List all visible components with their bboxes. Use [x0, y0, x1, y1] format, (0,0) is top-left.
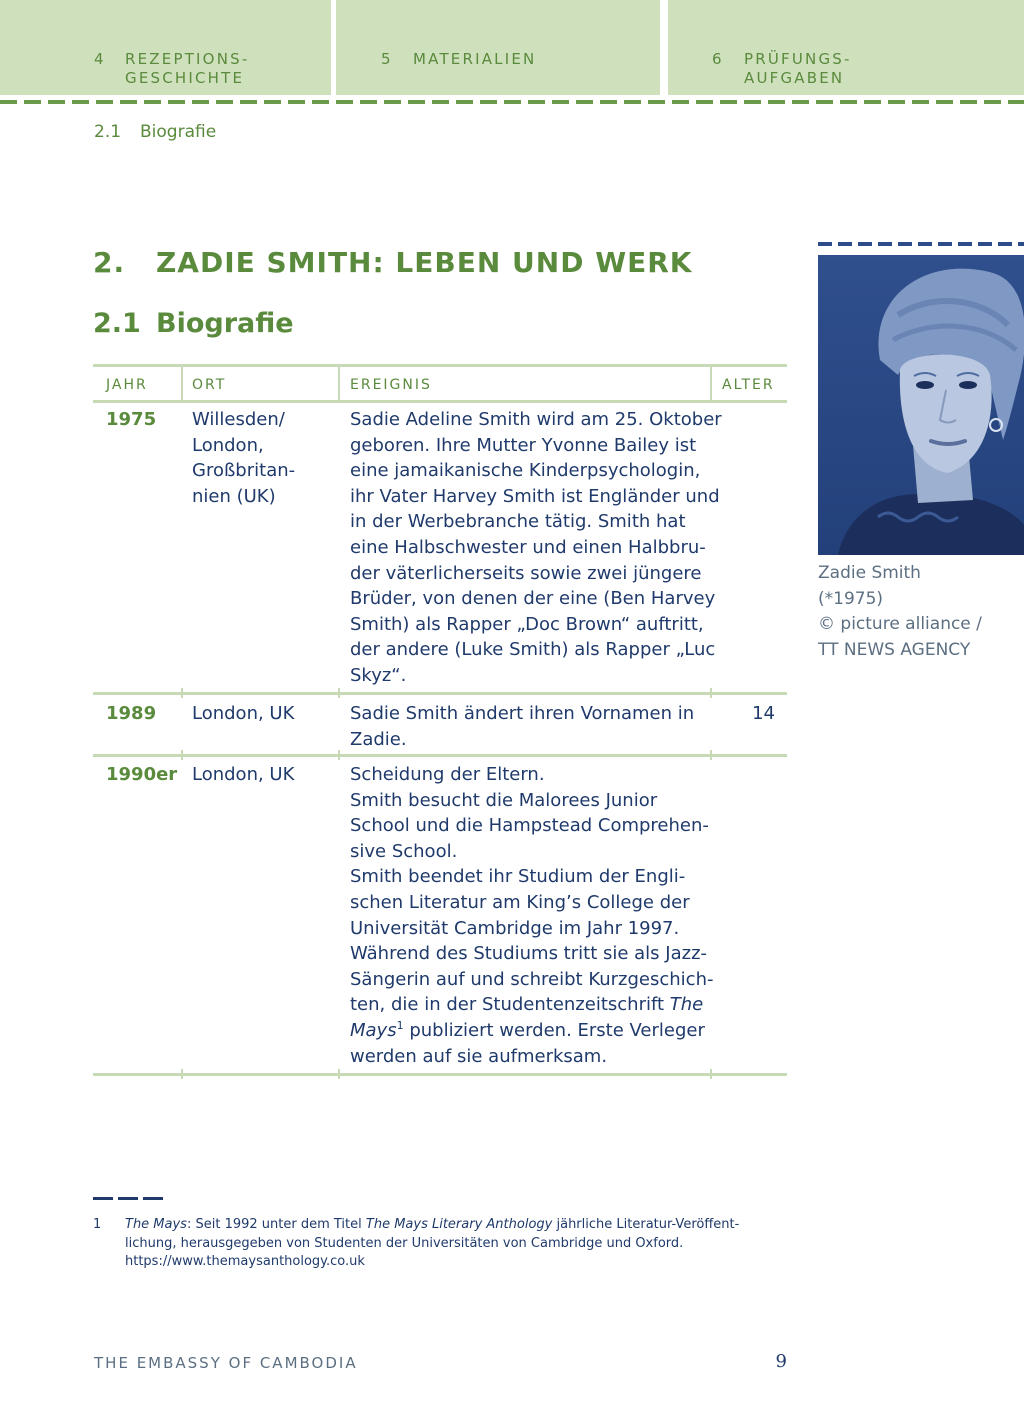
- footnote-ref[interactable]: 1: [396, 1018, 404, 1032]
- column-divider: [181, 688, 183, 698]
- tab-label: [413, 50, 536, 69]
- header-tab-6[interactable]: [668, 0, 1024, 95]
- event-text: ten, die in der Studentenzeitschrift: [350, 994, 670, 1016]
- footnote-plain: jährliche Literatur-Veröffent-: [552, 1217, 740, 1232]
- event-line: Smith) als Rapper „Doc Brown“ auftritt,: [350, 613, 704, 635]
- table-rule: [93, 754, 787, 757]
- event-line: Zadie.: [350, 728, 407, 750]
- footnote-text: [125, 1216, 739, 1272]
- footnote-rule: [93, 1197, 163, 1200]
- table-cell-event: [350, 762, 713, 1069]
- event-line: School und die Hampstead Comprehen-: [350, 815, 709, 837]
- header-dashed-rule: [0, 100, 1024, 104]
- column-divider: [710, 364, 712, 402]
- column-header-age: ALTER: [722, 377, 775, 393]
- footnote-number: 1: [93, 1217, 102, 1232]
- header-tab-4[interactable]: [0, 0, 331, 95]
- column-header-year: JAHR: [106, 377, 148, 393]
- place-line: Willesden/: [192, 409, 285, 430]
- table-cell-year: 1989: [106, 703, 157, 724]
- event-line: schen Literatur am King’s College der: [350, 891, 690, 913]
- event-line: sive School.: [350, 840, 458, 862]
- column-header-event: EREIGNIS: [350, 377, 432, 393]
- place-line: London, UK: [192, 764, 295, 785]
- tab-label: [744, 50, 852, 88]
- section-number: 2.1: [93, 308, 141, 339]
- photo-dashed-rule: [818, 242, 1024, 246]
- caption-line: © picture alliance /: [818, 614, 982, 634]
- table-cell-place: [192, 407, 295, 509]
- tab-label-line: AUFGABEN: [744, 69, 845, 87]
- chapter-heading: [93, 246, 692, 279]
- event-line: Smith besucht die Malorees Junior: [350, 789, 658, 811]
- column-divider: [338, 688, 340, 698]
- caption-line: Zadie Smith: [818, 563, 921, 583]
- column-divider: [710, 1069, 712, 1079]
- table-cell-event: [350, 701, 694, 752]
- column-divider: [338, 750, 340, 760]
- header-tab-5[interactable]: [336, 0, 660, 95]
- tab-label: [125, 50, 249, 88]
- photo-caption: [818, 561, 982, 663]
- table-rule: [93, 364, 787, 367]
- page-number: 9: [775, 1351, 787, 1372]
- portrait-illustration: [818, 255, 1024, 555]
- column-divider: [710, 750, 712, 760]
- table-rule: [93, 400, 787, 403]
- chapter-number: 2.: [93, 246, 126, 279]
- tab-label-line: MATERIALIEN: [413, 50, 537, 68]
- event-line: Universität Cambridge im Jahr 1997.: [350, 917, 680, 939]
- breadcrumb-number: 2.1: [94, 122, 122, 142]
- event-line: [350, 992, 713, 1018]
- event-line: in der Werbebranche tätig. Smith hat: [350, 511, 686, 533]
- column-header-place: ORT: [192, 377, 227, 393]
- tab-number: 6: [712, 50, 724, 68]
- table-cell-age: 14: [752, 703, 775, 724]
- footnote-italic: The Mays Literary Anthology: [365, 1217, 553, 1232]
- place-line: London, UK: [192, 703, 295, 724]
- event-line: Skyz“.: [350, 664, 407, 686]
- event-line: der andere (Luke Smith) als Rapper „Luc: [350, 639, 716, 661]
- event-line: Brüder, von denen der eine (Ben Harvey: [350, 588, 716, 610]
- event-line: werden auf sie aufmerksam.: [350, 1045, 608, 1067]
- event-line: [350, 1018, 713, 1044]
- breadcrumb: [94, 122, 216, 142]
- table-cell-year: 1990er: [106, 764, 178, 785]
- table-rule: [93, 1073, 787, 1076]
- table-rule: [93, 692, 787, 695]
- caption-line: TT NEWS AGENCY: [818, 639, 971, 660]
- tab-number: 4: [94, 50, 106, 68]
- table-cell-place: [192, 762, 294, 788]
- event-line: Smith beendet ihr Studium der Engli-: [350, 866, 686, 888]
- breadcrumb-label: Biografie: [140, 122, 217, 142]
- column-divider: [181, 1069, 183, 1079]
- chapter-title: ZADIE SMITH: LEBEN UND WERK: [156, 246, 693, 279]
- section-title: Biografie: [156, 308, 294, 339]
- column-divider: [710, 688, 712, 698]
- tab-label-line: GESCHICHTE: [125, 69, 245, 87]
- book-title: THE EMBASSY OF CAMBODIA: [94, 1354, 358, 1372]
- table-cell-place: [192, 701, 294, 727]
- event-line: Scheidung der Eltern.: [350, 764, 545, 785]
- tab-label-line: PRÜFUNGS-: [744, 50, 852, 68]
- event-line: eine Halbschwester und einen Halbbru-: [350, 536, 706, 558]
- place-line: London,: [192, 434, 264, 456]
- table-cell-event: [350, 407, 722, 689]
- column-divider: [181, 364, 183, 402]
- magazine-title: Mays: [350, 1019, 397, 1041]
- event-line: Sadie Smith ändert ihren Vornamen in: [350, 703, 695, 724]
- column-divider: [338, 1069, 340, 1079]
- section-heading: [93, 308, 294, 339]
- table-cell-year: 1975: [106, 409, 157, 430]
- event-line: Während des Studiums tritt sie als Jazz-: [350, 943, 708, 965]
- magazine-title: The: [669, 994, 704, 1016]
- place-line: Großbritan-: [192, 460, 296, 482]
- tab-label-line: REZEPTIONS-: [125, 50, 250, 68]
- footnote-link[interactable]: https://www.themaysanthology.co.uk: [125, 1254, 365, 1269]
- footnote-line: [125, 1216, 739, 1235]
- tab-number: 5: [381, 50, 393, 68]
- footnote-plain: : Seit 1992 unter dem Titel: [186, 1217, 366, 1232]
- event-line: eine jamaikanische Kinderpsychologin,: [350, 460, 701, 482]
- event-line: der väterlicherseits sowie zwei jüngere: [350, 562, 702, 584]
- caption-line: (*1975): [818, 588, 884, 609]
- author-photo: [818, 255, 1024, 555]
- event-text: publiziert werden. Erste Verleger: [403, 1019, 705, 1041]
- event-line: geboren. Ihre Mutter Yvonne Bailey ist: [350, 434, 697, 456]
- column-divider: [181, 750, 183, 760]
- place-line: nien (UK): [192, 485, 276, 507]
- footnote-line: lichung, herausgegeben von Studenten der Universitäten von Cambridge und Oxford.: [125, 1235, 684, 1251]
- event-line: Sadie Adeline Smith wird am 25. Oktober: [350, 409, 722, 430]
- column-divider: [338, 364, 340, 402]
- footnote-italic: The Mays: [125, 1217, 187, 1232]
- event-line: ihr Vater Harvey Smith ist Engländer und: [350, 485, 720, 507]
- event-line: Sängerin auf und schreibt Kurzgeschich-: [350, 968, 714, 990]
